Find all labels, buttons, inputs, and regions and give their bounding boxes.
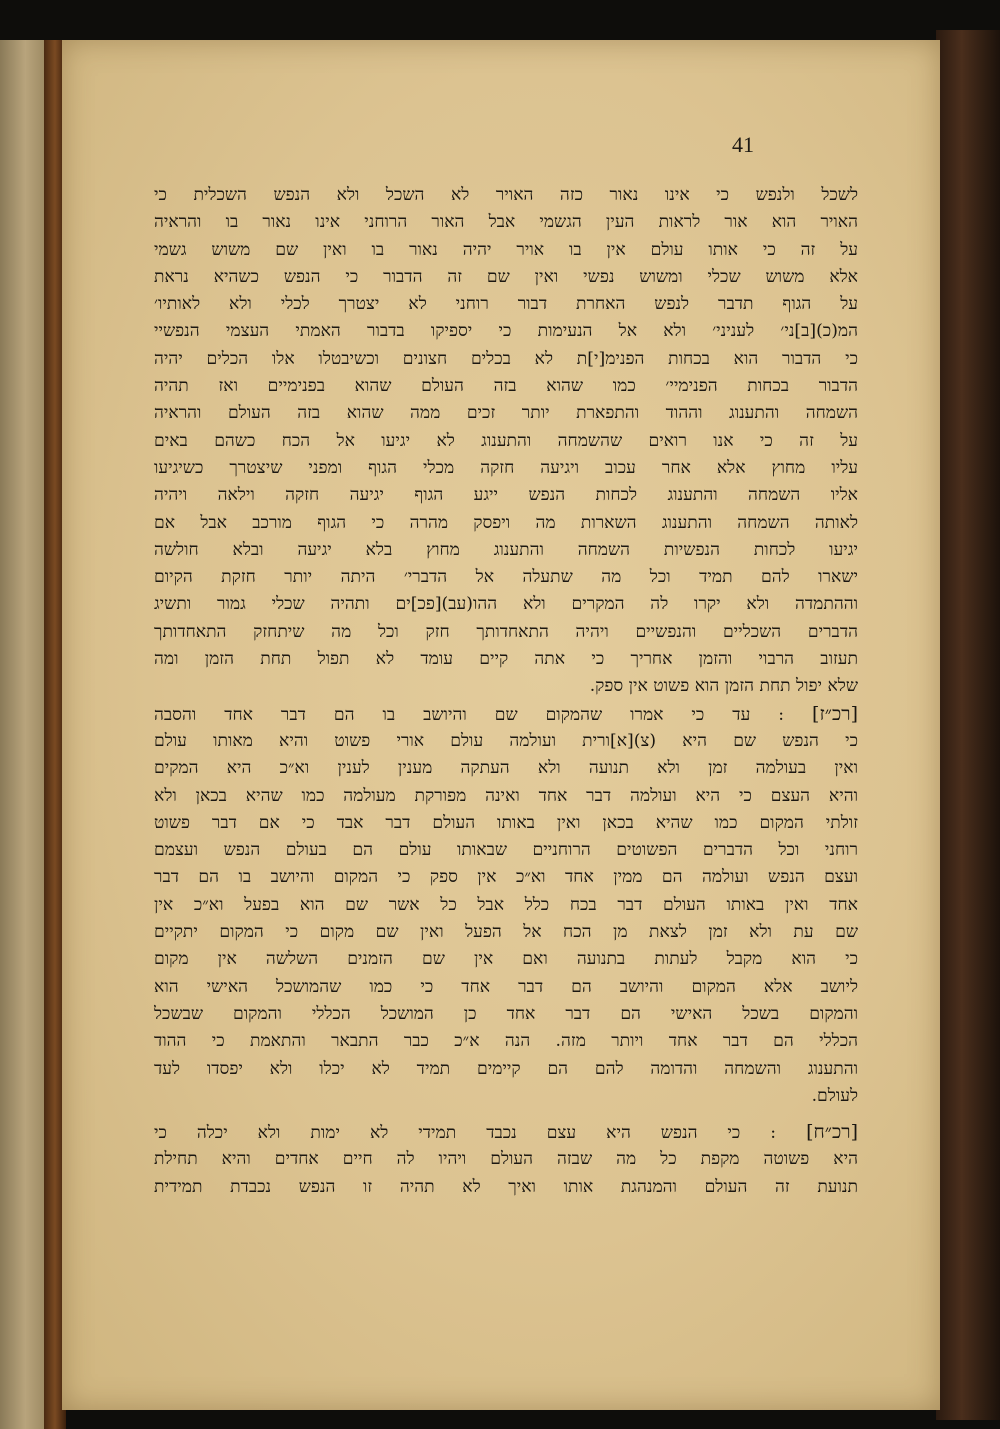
section-227-first-line [154,701,858,728]
text-line: רוחני וכל הדברים הפשוטים הרוחניים שבאותו עולם הם בעולם הנפש ועצמם [154,840,858,861]
text-line: : עד כי אמרו שהמקום שם והיושב בו הם דבר אחד והסבה [154,704,785,725]
text-line: ליושב אלא המקום והיושב הם דבר אחד כי כמו שהמושכל האישי הוא [154,976,858,997]
text-line: הדבור בכחות הפנימיי׳ כמו שהוא בזה העולם שהוא בפנימיים ואז תהיה [154,376,858,397]
text-line: השמחה והתענוג וההוד והתפארת יותר זכים ממה שהוא בזה העולם והראיה [154,403,858,424]
text-line: אלא משוש שכלי ומשוש נפשי ואין שם זה הדבור כי הנפש כשהיא נראת [154,266,858,287]
text-line: וההתמדה ולא יקרו לה המקרים ולא ההו(עב)[פכ]ים ותהיה שכלי גמור ותשיג [154,594,858,615]
text-line: המ(כ)[ב]ני׳ לעניני׳ ולא אל הנעימות כי יספיקו בדבור האמתי העצמי הנפשיי [154,321,858,342]
text-line: תעזוב הרבוי והזמן אחריך כי אתה קיים עומד לא תפול תחת הזמן ומה [154,649,858,670]
text-line: הכללי הם דבר אחד ויותר מזה. הנה א״כ כבר התבאר והתאמת כי ההוד [154,1031,858,1052]
text-line: כי הוא מקבל לעתות בתנועה ואם אין שם הזמנים השלשה אין מקום [154,949,858,970]
text-line: אחד ואין באותו העולם דבר בכח כלל אבל כל אשר שם הוא בפעל וא״כ אין [154,894,858,915]
text-line: לאותה השמחה והתענוג השארות מה ויפסק מהרה כי הגוף מורכב אבל אם [154,512,858,533]
text-line: לעולם. [811,1085,858,1106]
paragraph-gap [154,1110,858,1119]
text-line: היא פשוטה מקפת כל מה שבזה העולם ויהיו לה חיים אחדים והיא תחילת [154,1149,858,1170]
text-line: כי הנפש שם היא (צ)[א]ורית ועולמה עולם אורי פשוט והיא מאותו עולם [154,730,858,751]
text-line: אליו השמחה והתענוג לכחות הנפש ייגע הגוף יגיעה חזקה וילאה ויהיה [154,485,858,506]
section-mark-227: [רכ״ז] [812,702,858,725]
page-number: 41 [732,132,754,157]
text-line: על הגוף תדבר לנפש האחרת דבור רוחני לא יצטרך לכלי ולא לאותיו׳ [154,294,858,315]
text-line: שלא יפול תחת הזמן הוא פשוט אין ספק. [589,676,858,697]
section-mark-228: [רכ״ח] [806,1121,858,1144]
previous-page-edge [0,40,46,1429]
text-line: זולתי המקום כמו שהיא בכאן ואין באותו העולם דבר אבד כי אם דבר פשוט [154,812,858,833]
text-line: ואין בעולמה זמן ולא תנועה ולא העתקה מענין לענין וא״כ היא המקים [154,758,858,779]
text-line: על זה כי אותו עולם אין בו אויר יהיה נאור בו ואין שם משוש גשמי [154,239,858,260]
text-line: והמקום בשכל האישי הם דבר אחד כן המושכל הכללי והמקום שבשכל [154,1003,858,1024]
section-228-first-line [154,1119,858,1146]
text-line: : כי הנפש היא עצם נכבד תמידי לא ימות ולא יכלה כי [154,1123,777,1144]
book-page [62,40,940,1410]
text-line: שם עת ולא זמן לצאת מן הכח אל הפעל ואין שם מקום כי המקום יתקיים [154,922,858,943]
text-line: ישארו להם תמיד וכל מה שתעלה אל הדברי׳ היתה יותר חזקת הקיום [154,567,858,588]
hebrew-text-block [154,182,858,1201]
text-line: תנועת זה העולם והמנהגת אותו ואיך לא תהיה זו הנפש נכבדת תמידית [154,1176,858,1197]
text-line: והתענוג והשמחה והדומה להם הם קיימים תמיד לא יכלו ולא יפסדו לעד [154,1058,858,1079]
text-line: הדברים השכליים והנפשיים ויהיה התאחדותך חזק וכל מה שיתחזק התאחדותך [154,621,858,642]
text-line: כי הדבור הוא בכחות הפנימ[י]ת לא בכלים חצונים וכשיבטלו אלו הכלים יהיה [154,348,858,369]
book-cover-edge [936,30,1000,1420]
text-line: יגיעו לכחות הנפשיות השמחה והתענוג מחוץ בלא יגיעה ובלא חולשה [154,539,858,560]
text-line: והיא העצם כי היא ועולמה דבר אחד ואינה מפורקת מעולמה כמו שהיא בכאן ולא [154,785,858,806]
text-line: ועצם הנפש ועולמה הם ממין אחד וא״כ אין ספק כי המקום והיושב בו הם דבר [154,867,858,888]
text-line: האויר הוא אור לראות העין הגשמי אבל האור הרוחני אינו נאור בו והראיה [154,212,858,233]
text-line: לשכל ולנפש כי אינו נאור כזה האויר לא השכל ולא הנפש השכלית כי [154,185,858,205]
text-line: עליו מחוץ אלא אחר עכוב ויגיעה חזקה מכלי הגוף ומפני שיצטרך כשיגיעו [154,457,858,478]
text-line: על זה כי אנו רואים שהשמחה והתענוג לא יגיעו אל הכח כשהם באים [154,430,858,451]
